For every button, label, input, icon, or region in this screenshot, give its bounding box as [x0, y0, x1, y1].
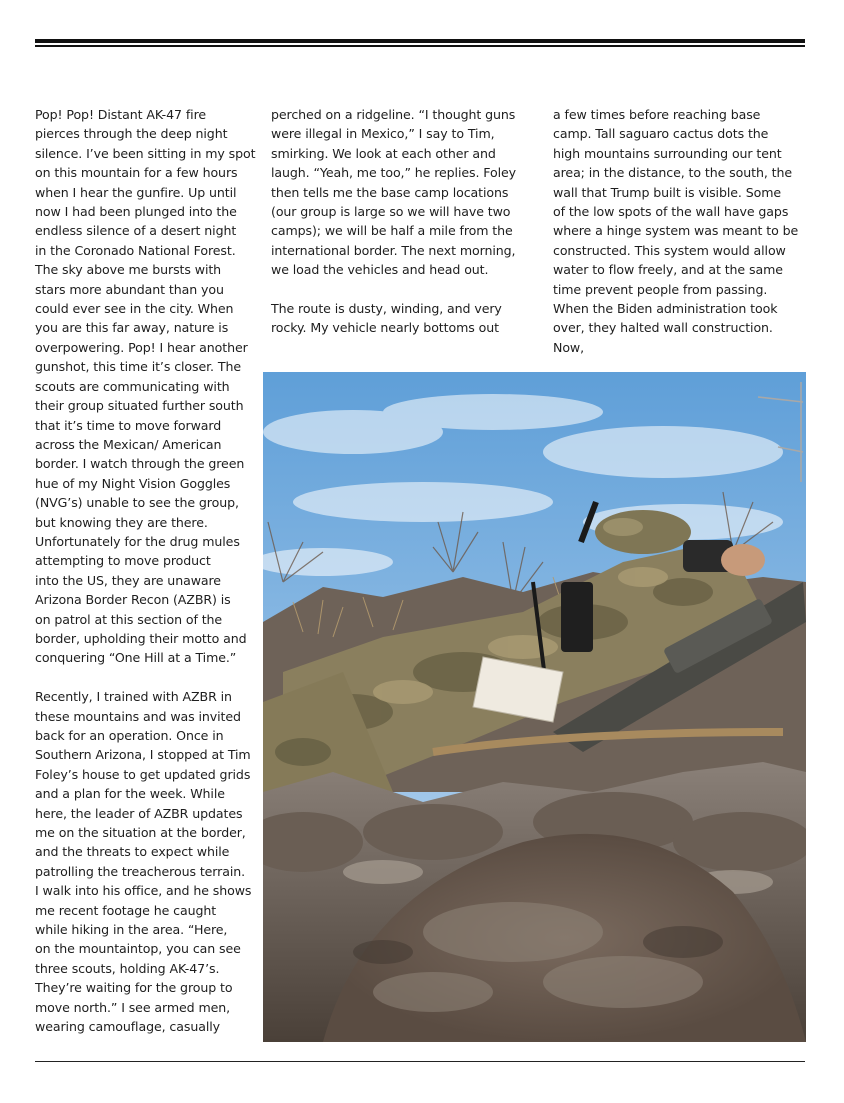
photo-border-patrol-scene: [263, 372, 806, 1042]
article-column-2: perched on a ridgeline. “I thought guns were illegal in Mexico,” I say to Tim, smirking. We look at each other and laugh. “Yeah, me too,” he replies. Foley then tells me the base camp locations (our group is large so we will have two camps); we will be half a mile from the international border. The next morning, we load the vehicles and head out. The route is dusty, winding, and very rocky. My vehicle nearly bottoms out: [271, 107, 516, 336]
radio: [561, 582, 593, 652]
article-column-3: a few times before reaching base camp. Tall saguaro cactus dots the high mountains surrounding our tent area; in the distance, to the south, the wall that Trump built is visible. Some of the low spots of the wall have gaps where a hinge system was meant to be constructed. This system would allow water to flow freely, and at the same time prevent people from passing. When the Biden administration took over, they halted wall construction. Now,: [553, 107, 799, 355]
article-photo: [263, 372, 806, 1042]
header-rule-thin: [35, 45, 805, 47]
footer-rule: [35, 1061, 805, 1062]
article-column-1: Pop! Pop! Distant AK-47 fire pierces through the deep night silence. I’ve been sitting in my spot on this mountain for a few hours when I hear the gunfire. Up until now I had been plunged into the endless silence of a desert night in the Coronado National Forest. The sky above me bursts with stars more abundant than you could ever see in the city. When you are this far away, nature is overpowering. Pop! I hear another gunshot, this time it’s closer. The scouts are communicating with their group situated further south that it’s time to move forward across the Mexican/ American border. I watch through the green hue of my Night Vision Goggles (NVG’s) unable to see the group, but knowing they are there. Unfortunately for the drug mules attempting to move product into the US, they are unaware Arizona Border Recon (AZBR) is on patrol at this section of the border, upholding their motto and conquering “One Hill at a Time.” Recently, I trained with AZBR in these mountains and was invited back for an operation. Once in Southern Arizona, I stopped at Tim Foley’s house to get updated grids and a plan for the week. While here, the leader of AZBR updates me on the situation at the border, and the threats to expect while patrolling the treacherous terrain. I walk into his office, and he shows me recent footage he caught while hiking in the area. “Here, on the mountaintop, you can see three scouts, holding AK-47’s. They’re waiting for the group to move north.” I see armed men, wearing camouflage, casually: [35, 107, 256, 1035]
header-rule-thick: [35, 39, 805, 43]
